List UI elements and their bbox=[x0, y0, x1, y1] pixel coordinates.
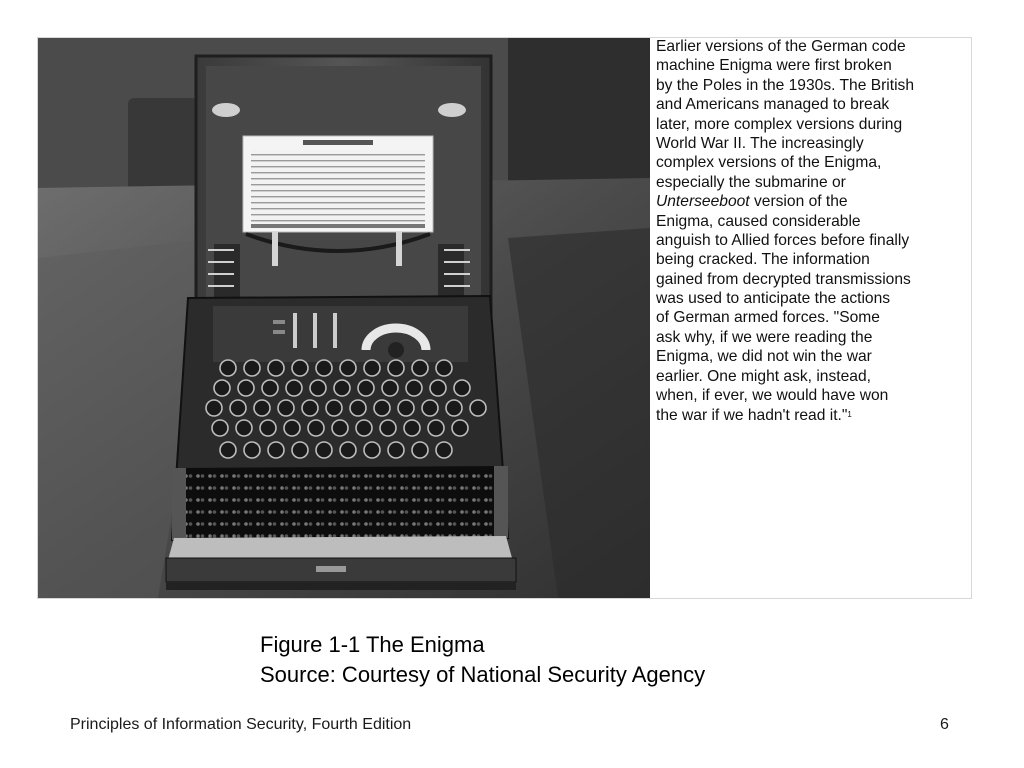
quote-text bbox=[656, 37, 968, 425]
quote-line: Enigma, caused considerable bbox=[656, 212, 861, 230]
quote-line-text: the war if we hadn't read it." bbox=[656, 407, 848, 425]
quote-line: when, if ever, we would have won bbox=[656, 387, 889, 405]
enigma-photo bbox=[38, 38, 650, 598]
quote-line: gained from decrypted transmissions bbox=[656, 270, 911, 288]
quote-line: later, more complex versions during bbox=[656, 115, 903, 133]
quote-line: anguish to Allied forces before finally bbox=[656, 231, 910, 249]
quote-line: World War II. The increasingly bbox=[656, 134, 864, 152]
quote-line: by the Poles in the 1930s. The British bbox=[656, 76, 915, 94]
figure-caption bbox=[260, 630, 705, 690]
quote-line: machine Enigma were first broken bbox=[656, 57, 892, 75]
quote-line: Earlier versions of the German code bbox=[656, 38, 906, 55]
quote-line-rest: version of the bbox=[753, 193, 848, 211]
quote-line: of German armed forces. "Some bbox=[656, 309, 880, 327]
page-number: 6 bbox=[940, 716, 949, 733]
quote-line: being cracked. The information bbox=[656, 251, 870, 269]
quote-line: and Americans managed to break bbox=[656, 96, 890, 114]
quote-line: complex versions of the Enigma, bbox=[656, 154, 882, 172]
quote-line: Enigma, we did not win the war bbox=[656, 348, 872, 366]
italic-word: Unterseeboot bbox=[656, 193, 750, 211]
quote-line: was used to anticipate the actions bbox=[656, 290, 891, 308]
quote-line: especially the submarine or bbox=[656, 173, 846, 191]
quote-line: ask why, if we were reading the bbox=[656, 328, 873, 346]
footer-book-title: Principles of Information Security, Fourth Edition bbox=[70, 716, 412, 733]
quote-line bbox=[656, 405, 968, 424]
caption-title: Figure 1-1 The Enigma bbox=[260, 632, 485, 657]
caption-source: Source: Courtesy of National Security Agency bbox=[260, 662, 706, 687]
figure-panel bbox=[37, 37, 972, 599]
footnote-marker: 1 bbox=[847, 410, 852, 420]
quote-line bbox=[656, 192, 968, 211]
quote-line: earlier. One might ask, instead, bbox=[656, 367, 871, 385]
